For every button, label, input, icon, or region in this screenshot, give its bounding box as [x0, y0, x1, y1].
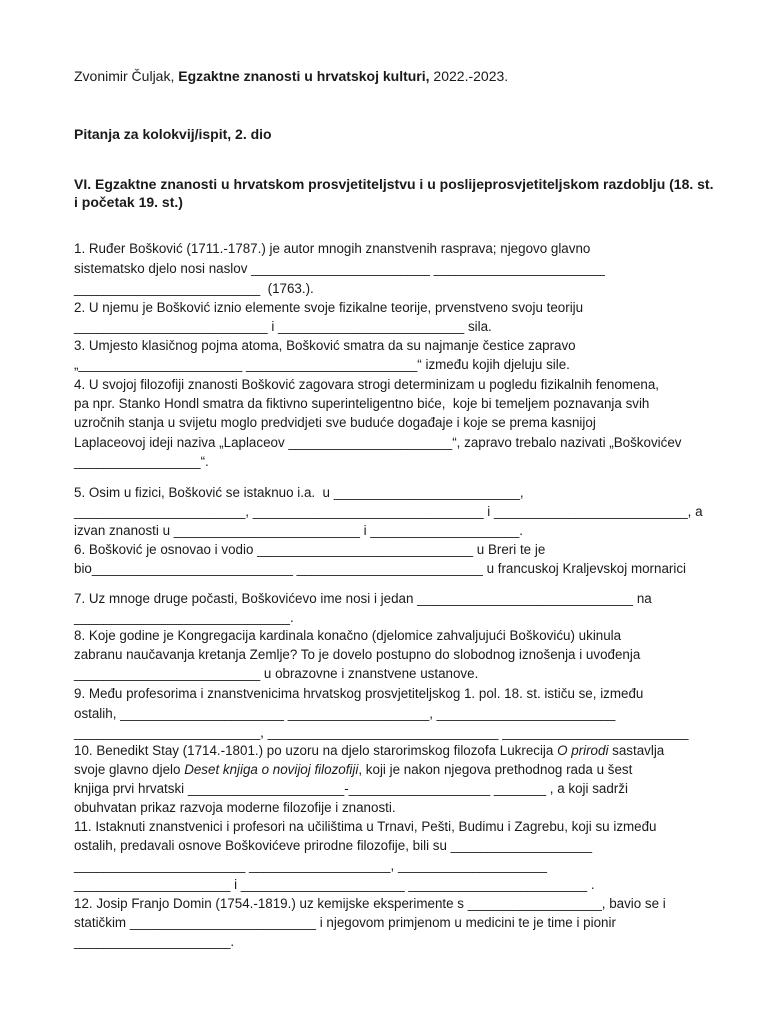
question-11-line-2: ostalih, predavali osnove Boškovićeve prirodne filozofije, bili su ___________________	[74, 838, 593, 853]
question-10-line-2: svoje glavno djelo Deset knjiga o novijoj filozofiji, koji je nakon njegova prethodnog rada u šest	[74, 762, 633, 777]
question-2-line-2: __________________________ i _________________________ sila.	[74, 319, 492, 334]
question-4-line-4: Laplaceovoj ideji naziva „Laplaceov ______________________“, zapravo trebalo nazivati „Boškovićev	[74, 435, 682, 450]
question-12-line-3: _____________________.	[74, 934, 235, 949]
question-10-line-3: knjiga prvi hrvatski _____________________-___________________ _______ , a koji sadrži	[74, 781, 628, 796]
question-11-line-3: _______________________ ___________________, ____________________	[74, 858, 547, 873]
question-9-line-2: ostalih, ______________________ ___________________, ________________________	[74, 706, 616, 721]
question-4-line-2: pa npr. Stanko Hondl smatra da fiktivno superinteligentno biće, koje bi temeljem poznavanja svih	[74, 396, 650, 411]
academic-year: 2022.-2023.	[429, 68, 509, 84]
question-3-line-2: „______________________ _______________________“ između kojih djeluju sile.	[74, 357, 570, 372]
question-4-line-1: 4. U svojoj filozofiji znanosti Bošković zagovara strogi determinizam u pogledu fizikalnih fenomena,	[74, 377, 660, 392]
author-name: Zvonimir Čuljak,	[74, 68, 179, 84]
question-8-line-2: zabranu naučavanja kretanja Zemlje? To je dovelo postupno do slobodnog iznošenja i uvođenja	[74, 647, 641, 662]
question-6-line-1: 6. Bošković je osnovao i vodio _____________________________ u Breri te je	[74, 542, 546, 557]
question-12-line-1: 12. Josip Franjo Domin (1754.-1819.) uz kemijske eksperimente s __________________, bavio se i	[74, 896, 666, 911]
question-8-line-1: 8. Koje godine je Kongregacija kardinala konačno (djelomice zahvaljujući Boškoviću) ukinula	[74, 628, 622, 643]
question-5-line-2: _______________________, _______________________________ i __________________________, a	[74, 504, 703, 519]
question-8-line-3: _________________________ u obrazovne i znanstvene ustanove.	[74, 666, 479, 681]
question-7-line-2: _____________________________.	[74, 610, 294, 625]
question-9-line-1: 9. Među profesorima i znanstvenicima hrvatskog prosvjetiteljskog 1. pol. 18. st. ističu se, između	[74, 686, 644, 701]
question-9-line-3: _________________________, _______________________________ _________________________	[74, 725, 689, 740]
course-title: Egzaktne znanosti u hrvatskoj kulturi,	[178, 68, 430, 84]
section-heading-line-1: VI. Egzaktne znanosti u hrvatskom prosvjetiteljstvu i u poslijeprosvjetiteljskom razdoblju (18. st.	[74, 176, 714, 192]
question-10-line-1: 10. Benedikt Stay (1714.-1801.) po uzoru na djelo starorimskog filozofa Lukrecija O prirodi sastavlja	[74, 743, 665, 758]
question-2-line-1: 2. U njemu je Bošković iznio elemente svoje fizikalne teorije, prvenstveno svoju teoriju	[74, 300, 584, 315]
question-5-line-1: 5. Osim u fizici, Bošković se istaknuo i.a. u _________________________,	[74, 485, 524, 500]
question-1-line-1: 1. Ruđer Bošković (1711.-1787.) je autor mnogih znanstvenih rasprava; njegovo glavno	[74, 241, 591, 256]
work-title-deset-knjiga: Deset knjiga o novijoj filozofiji	[184, 762, 359, 777]
question-12-line-2: statičkim _________________________ i njegovom primjenom u medicini te je time i pionir	[74, 915, 616, 930]
document-header	[74, 67, 508, 86]
document-subtitle: Pitanja za kolokvij/ispit, 2. dio	[74, 126, 272, 142]
section-heading-line-2: i početak 19. st.)	[74, 194, 183, 210]
question-1-line-2: sistematsko djelo nosi naslov ________________________ _______________________	[74, 261, 605, 276]
question-1-line-3: _________________________ (1763.).	[74, 281, 314, 296]
question-4-line-3: uzročnih stanja u svijetu moglo predvidjeti sve buduće događaje i koje se prema kasnijoj	[74, 415, 596, 430]
question-4-line-5: _________________“.	[74, 454, 209, 469]
work-title-o-prirodi: O prirodi	[557, 743, 609, 758]
question-6-line-2: bio___________________________ _________________________ u francuskoj Kraljevskoj mornarici	[74, 561, 687, 576]
question-10-line-4: obuhvatan prikaz razvoja moderne filozofije i znanosti.	[74, 800, 396, 815]
question-11-line-1: 11. Istaknuti znanstvenici i profesori na učilištima u Trnavi, Pešti, Budimu i Zagrebu, koji su između	[74, 819, 657, 834]
question-11-line-4: _____________________ i ______________________ ________________________ .	[74, 877, 595, 892]
question-3-line-1: 3. Umjesto klasičnog pojma atoma, Bošković smatra da su najmanje čestice zapravo	[74, 338, 576, 353]
question-5-line-3: izvan znanosti u _________________________ i ____________________.	[74, 523, 524, 538]
question-7-line-1: 7. Uz mnoge druge počasti, Boškovićevo ime nosi i jedan _____________________________ na	[74, 591, 652, 606]
